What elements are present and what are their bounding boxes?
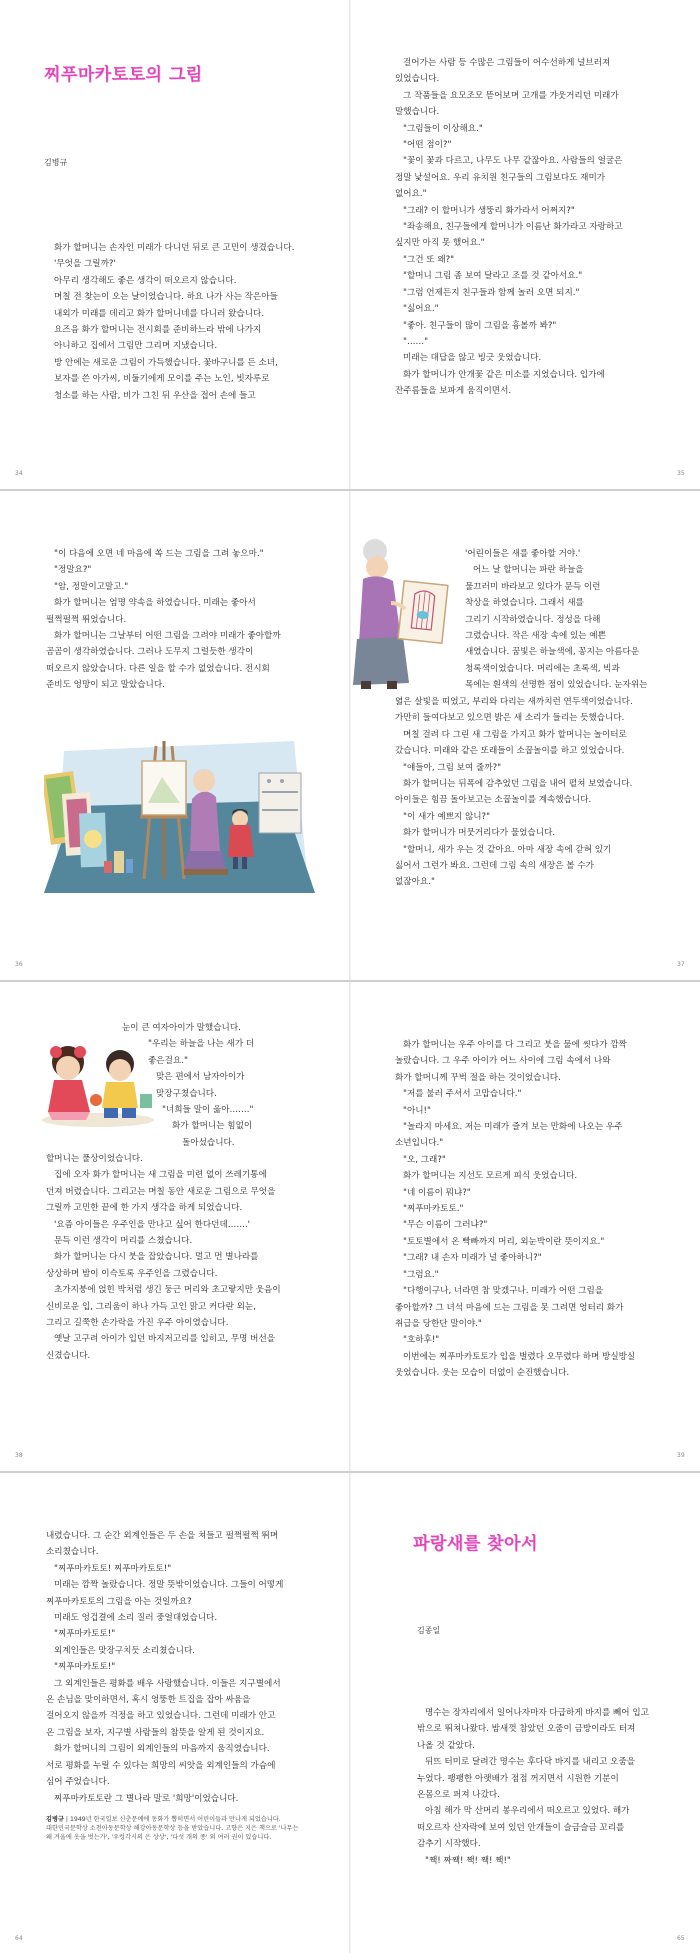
- paragraph: 나올 것 같았다.: [417, 1740, 476, 1751]
- paragraph: "좌송해요, 친구들에게 할머니가 이름난 화가라고 자랑하고: [403, 222, 623, 233]
- paragraph: 미래도 엉겁결에 소리 질러 중얼대었습니다.: [54, 1613, 218, 1624]
- paragraph: 준비도 엉망이 되고 말았습니다.: [46, 680, 165, 691]
- body-text: [46, 546, 281, 694]
- paragraph: "암, 정말이고말고.": [54, 581, 129, 592]
- body-text-wrapped: [465, 546, 647, 694]
- paragraph: 화가 할머니가 안개꽃 같은 미소를 지었습니다. 입가에: [403, 369, 605, 380]
- paragraph: 화가 할머니의 그림이 외계인들의 마음까지 움직였습니다.: [54, 1744, 270, 1755]
- paragraph: 화가 할머니는 다시 붓을 잡았습니다. 멀고 먼 별나라를: [54, 1252, 259, 1263]
- page-37: [351, 491, 700, 980]
- paragraph: 정말 낯설어요. 우리 유치원 친구들의 그림보다도 재미가: [395, 172, 606, 183]
- paragraph: "……": [403, 336, 429, 347]
- spread-2: [0, 491, 700, 982]
- paragraph: "이 다음에 오면 네 마음에 쏙 드는 그림을 그려 놓으마.": [54, 549, 264, 559]
- paragraph: 미래는 대답을 않고 빙긋 웃었습니다.: [403, 353, 542, 364]
- paragraph: 심어 주었습니다.: [46, 1777, 110, 1788]
- paragraph: 취급을 당한단 말이야.": [395, 1318, 482, 1329]
- author-bio-line: 왜 겨울에 옷을 벗는가', '우렁각시의 은 상상', '다섯 개의 종' 외 여러 권이 있습니다.: [46, 1834, 272, 1841]
- spread-3: [0, 982, 700, 1473]
- paragraph: "저를 불러 주셔서 고맙습니다.": [403, 1089, 522, 1100]
- page-35: [351, 0, 700, 489]
- paragraph: "다행이구나, 너라면 참 맞겠구나. 미래가 어떤 그림을: [403, 1286, 604, 1297]
- paragraph: 있었습니다.: [395, 74, 440, 85]
- paragraph: 집에 오자 화가 할머니는 새 그림을 미련 없이 쓰레기통에: [54, 1170, 267, 1181]
- body-text: [417, 1705, 649, 1869]
- paragraph: 어느 날 할머니는 파란 하늘을: [473, 565, 584, 576]
- paragraph: "호하후!": [403, 1335, 440, 1346]
- page-65: [351, 1473, 700, 1953]
- paragraph: 옛날 고구려 아이가 입던 바지저고리를 입히고, 무명 버선을: [54, 1334, 276, 1345]
- paragraph: 요즈음 화가 할머니는 전시회를 준비하느라 밖에 나가지: [54, 325, 262, 336]
- paragraph: "너희들 말이 옳아…….": [162, 1105, 254, 1116]
- page-number: 38: [15, 1452, 23, 1459]
- paragraph: 신겼습니다.: [46, 1350, 91, 1361]
- author-name: 김종일: [417, 1626, 441, 1635]
- page-36: [0, 491, 349, 980]
- paragraph: 없잖아요.": [395, 877, 435, 888]
- page-64: [0, 1473, 349, 1953]
- page-38: [0, 982, 349, 1471]
- paragraph: 갔습니다. 미래와 같은 또래들이 소꿉놀이를 하고 있었습니다.: [395, 746, 625, 757]
- page-number: 65: [677, 1935, 685, 1942]
- paragraph: 없어요.": [395, 189, 427, 200]
- paragraph: "그럼요.": [403, 1269, 439, 1280]
- paragraph: 던져 버렸습니다. 그리고는 며칠 동안 새로운 그림으로 무엇을: [46, 1186, 276, 1197]
- paragraph: "찌푸마카토토.": [403, 1204, 464, 1215]
- paragraph: 화가 할머니는 지선도 모르게 피식 웃었습니다.: [403, 1171, 578, 1182]
- author-bio: [46, 1815, 299, 1842]
- paragraph: "아니!": [403, 1105, 431, 1116]
- paragraph: "그래? 이 할머니가 생뚱리 화가라서 어쩌지?": [403, 205, 575, 216]
- paragraph: 소리쳤습니다.: [46, 1547, 99, 1558]
- paragraph: "찌푸마카토토! 찌푸마카토토!": [54, 1563, 172, 1574]
- body-text: [395, 1037, 635, 1382]
- paragraph: 화가 할머니는 그날부터 어떤 그림을 그려야 미래가 좋아할까: [54, 631, 281, 642]
- paragraph: 신비로운 입, 그리움이 하나 가득 고인 맑고 커다란 외눈,: [46, 1301, 256, 1312]
- paragraph: "짹! 짜짹! 짹! 짹! 짹!": [425, 1855, 511, 1866]
- paragraph: "얘들아, 그림 보여 줄까?": [403, 762, 502, 773]
- paragraph: 며칠 걸려 다 그린 새 그림을 가지고 화가 할머니는 놀이터로: [403, 729, 627, 740]
- paragraph: 걸어오지 않을까 걱정을 하고 있었습니다. 그런데 미래가 안고: [46, 1711, 276, 1722]
- paragraph: "정말요?": [54, 565, 92, 576]
- paragraph: 목에는 흰색의 선명한 점이 있었습니다. 눈자위는: [465, 680, 648, 691]
- paragraph: 화가 할머니는 힘없이: [172, 1121, 253, 1132]
- paragraph: "꽃이 꽃과 다르고, 나무도 나무 같잖아요. 사람들의 얼굴은: [403, 156, 623, 167]
- body-text: [395, 55, 623, 400]
- paragraph: 온 손님을 맞이하면서, 혹시 엉뚱한 트집을 잡아 싸움을: [46, 1695, 251, 1706]
- paragraph: 곰곰이 생각하였습니다. 그러나 도무지 그럴듯한 생각이: [46, 647, 254, 658]
- paragraph: 찌푸마카토토란 그 별나라 말로 '희망'이었습니다.: [54, 1793, 239, 1804]
- paragraph: 그 외계인들은 평화를 배우 사랑했습니다. 이들은 지구별에서: [54, 1678, 281, 1689]
- body-text: [395, 694, 633, 891]
- paragraph: "싫어요.": [403, 304, 439, 315]
- paragraph: "이 새가 예쁘지 않니?": [403, 811, 491, 822]
- paragraph: 온 그림을 보자, 지구별 사람들의 참뜻을 알게 된 것이지요.: [46, 1727, 265, 1738]
- paragraph: 찌푸마카토토의 그림을 아는 것일까요?: [46, 1596, 192, 1607]
- paragraph: 웃었습니다. 웃는 모습이 더없이 순진했습니다.: [395, 1368, 570, 1379]
- paragraph: 소년입니다.": [395, 1138, 444, 1149]
- paragraph: '무엇을 그릴까?': [54, 259, 116, 270]
- paragraph: "좋아. 친구들이 많이 그림을 흉볼까 봐?": [403, 320, 557, 331]
- paragraph: "우리는 하늘을 나는 새가 더: [148, 1039, 255, 1050]
- paragraph: 초가지붕에 얹힌 박처럼 생긴 둥근 머리와 초고랗지만 웃음이: [54, 1285, 281, 1296]
- paragraph: 싶지만 아직 못 했어요.": [395, 238, 485, 249]
- paragraph: 서로 평화를 누릴 수 있다는 희망의 씨앗을 외계인들의 가슴에: [46, 1760, 276, 1771]
- paragraph: 내외가 미래를 데리고 화가 할머니네를 다니러 왔습니다.: [54, 308, 265, 319]
- paragraph: 펄쩍펄쩍 뛰었습니다.: [46, 614, 127, 625]
- paragraph: 며칠 전 찾는이 오는 날이었습니다. 하요 나가 사는 작은아들: [54, 292, 278, 303]
- paragraph: 명수는 장자리에서 일어나자마자 다급하게 바지를 뻬어 입고: [425, 1708, 649, 1718]
- grandmother-bird-painting-illustration: [341, 533, 453, 693]
- paragraph: 말했습니다.: [395, 107, 440, 118]
- paragraph: "그림들이 이상해요.": [403, 123, 483, 134]
- paragraph: 청록색이었습니다. 머리에는 초록색, 빅과: [465, 663, 620, 674]
- story-title: 찌푸마카토토의 그림: [44, 65, 203, 85]
- paragraph: "그럼 언제든지 친구들과 함께 놀러 오면 되지.": [403, 287, 580, 298]
- paragraph: 잔주름들을 보파게 움직이면서.: [395, 386, 512, 397]
- page-number: 37: [677, 961, 685, 968]
- paragraph: 감추기 시작했다.: [417, 1839, 481, 1850]
- paragraph: "무슨 이름이 그러냐?": [403, 1220, 488, 1231]
- paragraph: 누었다. 팽팽한 아랫배가 점점 꺼지면서 시원한 기분이: [417, 1773, 619, 1784]
- paragraph: "그래? 내 손자 미래가 널 좋아하니?": [403, 1253, 542, 1264]
- paragraph: "어떤 점이?": [403, 140, 452, 151]
- paragraph: 싫어서 그런가 봐요. 그런데 그림 속의 새장은 볼 수가: [395, 861, 594, 872]
- paragraph: 떠오르자 산자락에 보여 있던 안개들이 슬금슬금 꼬리를: [417, 1822, 625, 1833]
- paragraph: 그리기 시작하였습니다. 정성을 다해: [465, 614, 601, 625]
- paragraph: 가만히 들여다보고 있으면 밝은 새 소리가 들리는 듯했습니다.: [395, 713, 625, 724]
- paragraph: 떠오르지 않았습니다. 다른 일을 할 수가 없었습니다. 전시회: [46, 663, 270, 674]
- paragraph: 미래는 깜짝 놀랐습니다. 정말 뜻밖이었습니다. 그들이 어떻게: [54, 1580, 284, 1591]
- paragraph: 그리고 길쭉한 손가락을 가진 우주 아이였습니다.: [46, 1318, 229, 1329]
- paragraph: 맞장구쳤습니다.: [156, 1088, 217, 1099]
- page-number: 64: [15, 1935, 23, 1942]
- paragraph: 아침 해가 막 산머리 봉우리에서 떠오르고 있었다. 해가: [425, 1806, 630, 1817]
- paragraph: 아이들은 힘끔 돌아보고는 소꿉놀이를 계속했습니다.: [395, 795, 592, 806]
- paragraph: 화가 할머니는 우주 아이를 다 그리고 붓을 물에 씻다가 깜짝: [403, 1040, 627, 1050]
- paragraph: 좋은걸요.": [148, 1055, 188, 1066]
- body-text: [46, 1151, 281, 1364]
- body-text: [46, 240, 294, 404]
- paragraph: 밖으로 뛰쳐나왔다. 밤새껏 참았던 오줌이 금방이라도 터져: [417, 1724, 636, 1735]
- paragraph: 걸어가는 사람 등 수많은 그림들이 어수선하게 널브러져: [403, 58, 611, 68]
- spread-4: [0, 1473, 700, 1953]
- paragraph: "놀라지 마세요. 저는 미래가 즐겨 보는 만화에 나오는 우주: [403, 1122, 623, 1133]
- author-bio-line: 대한민국문학상 소천아동문학상 해강아동문학상 등을 받았습니다. 고향은 지은 책으로 '나무는: [46, 1825, 299, 1832]
- paragraph: 아니하고 집에서 그림만 그리며 지냈습니다.: [54, 341, 218, 352]
- paragraph: 새였습니다. 꿈빛은 하늘색에, 꽁지는 아름다운: [465, 647, 640, 658]
- body-text: [46, 1528, 283, 1807]
- paragraph: 뒤뜨 터미로 달려간 명수는 후다닥 바지를 내리고 오줌을: [425, 1757, 636, 1768]
- paragraph: '어린이들은 새를 좋아할 거야.': [465, 549, 581, 559]
- spread-1: [0, 0, 700, 491]
- paragraph: 할머니는 풀상이었습니다.: [46, 1154, 143, 1164]
- paragraph: 눈이 큰 여자아이가 말했습니다.: [122, 1023, 241, 1033]
- paragraph: 보자를 쓴 아가씨, 비둘기에게 모이를 주는 노인, 빗자루로: [54, 374, 270, 385]
- paragraph: 좋아할까? 그 녀석 마음에 드는 그림을 못 그려면 엉터리 화가: [395, 1302, 624, 1313]
- paragraph: 방 안에는 새로운 그림이 가득했습니다. 꽃바구니를 든 소녀,: [54, 357, 278, 368]
- author-name: 김병규: [44, 158, 68, 167]
- story-title: 파랑새를 찾아서: [413, 1534, 538, 1554]
- page-39: [351, 982, 700, 1471]
- paragraph: 화가 할머니는 손자인 미래가 다니던 뒤로 큰 고민이 생겼습니다.: [54, 243, 295, 253]
- author-bio-name: 김병규: [46, 1816, 64, 1823]
- author-bio-text: | 1949년 한국일보 신춘문예에 동화가 뽑히면서 어린이들과 만나게 되었습니다.: [63, 1816, 281, 1823]
- paragraph: 화가 할머니께 꾸벅 절을 하는 것이었습니다.: [395, 1072, 561, 1083]
- page-number: 35: [677, 470, 685, 477]
- paragraph: 돌아섰습니다.: [182, 1137, 235, 1148]
- paragraph: 그릴까 고민한 끝에 한 가지 생각을 하게 되었습니다.: [46, 1203, 243, 1214]
- paragraph: "할머니, 새가 우는 것 같아요. 아마 새장 속에 갇혀 있기: [403, 844, 612, 855]
- page-34: [0, 0, 349, 489]
- paragraph: 그 작품들을 요모조모 뜯어보며 고개를 갸웃거리던 미래가: [403, 90, 619, 101]
- paragraph: 상상하며 밤이 이슥토록 우주인을 그렸습니다.: [46, 1268, 218, 1279]
- paragraph: 화가 할머니는 뒤폭에 감추었던 그림을 내어 펼쳐 보였습니다.: [403, 779, 633, 790]
- paragraph: 그렸습니다. 작은 새장 속에 있는 예쁜: [465, 631, 606, 642]
- paragraph: '요즘 아이들은 우주인을 만나고 싶어 한다던데…….': [54, 1219, 251, 1230]
- body-text-wrapped: [122, 1020, 254, 1151]
- paragraph: "오, 그래?": [403, 1154, 446, 1165]
- paragraph: 엷은 살빛을 띠었고, 부리와 다리는 새까치런 연두색이었습니다.: [395, 697, 633, 707]
- paragraph: "찌푸마카토토!": [54, 1662, 116, 1673]
- paragraph: 온몸으로 퍼져 나갔다.: [417, 1790, 500, 1801]
- paragraph: 외계인들은 맞장구치듯 소리쳤습니다.: [54, 1645, 196, 1656]
- paragraph: 맞은 편에서 남자아이가: [156, 1072, 245, 1083]
- paragraph: "네 이름이 뭐냐?": [403, 1187, 471, 1198]
- paragraph: 아무리 생각해도 좋은 생각이 떠오르지 않습니다.: [54, 275, 237, 286]
- page-number: 39: [677, 1452, 685, 1459]
- page-number: 36: [15, 961, 23, 968]
- paragraph: 청소를 하는 사람, 비가 그친 뒤 우산을 접어 손에 들고: [54, 390, 256, 401]
- paragraph: 내렸습니다. 그 순간 외계인들은 두 손을 쳐들고 펄쩍펄쩍 뛰며: [46, 1531, 279, 1541]
- paragraph: "찌푸마카토토!": [54, 1629, 116, 1640]
- page-number: 34: [15, 470, 23, 477]
- paragraph: 이번에는 찌푸마카토토가 입을 벌렸다 오무렸다 하며 방실방실: [403, 1351, 636, 1362]
- paragraph: 물끄러미 바라보고 있다가 문득 이런: [465, 581, 601, 592]
- paragraph: 문득 이런 생각이 머리를 스쳤습니다.: [54, 1236, 193, 1247]
- paragraph: "할머니 그림 좀 보여 달라고 조를 것 같아서요.": [403, 271, 583, 282]
- author-bio-line: [46, 1815, 299, 1824]
- paragraph: "토토별에서 온 빡빠까지 머리, 외눈박이란 뜻이지요.": [403, 1236, 605, 1247]
- paragraph: 착상을 하였습니다. 그래서 새를: [465, 598, 584, 609]
- grandmother-painting-illustration: [44, 711, 315, 893]
- paragraph: "그건 또 왜?": [403, 254, 455, 265]
- paragraph: 놀랐습니다. 그 우주 아이가 어느 사이에 그림 속에서 나와: [395, 1056, 611, 1067]
- paragraph: 화가 할머니가 머뭇거리다가 물었습니다.: [403, 828, 556, 839]
- paragraph: 화가 할머니는 엄명 약속을 하였습니다. 미래는 좋아서: [54, 598, 256, 609]
